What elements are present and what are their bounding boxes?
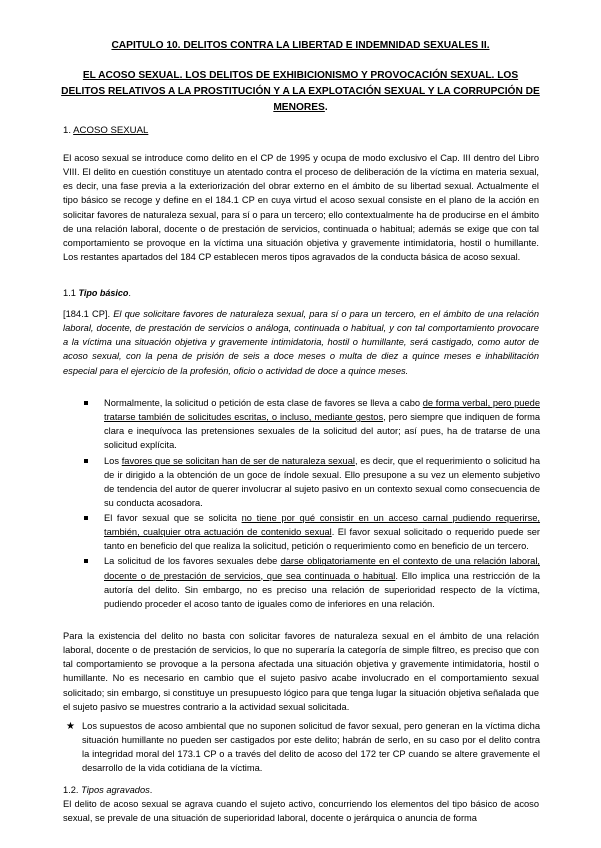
bullet-text: Normalmente, la solicitud o petición de esta clase de favores se lleva a cabo [104, 398, 423, 408]
section-title: Tipos agravados [81, 785, 150, 795]
bullet-text: , es decir, que el requerimiento o solicitud ha de ir dirigido a la obtención de un goce de índole sexual. Ello presupone a su vez un elemento subjetivo de tendencia del autor de querer involucrar al sujeto pasivo en un contexto sexual como consecuencia de su conducta acosadora. [104, 455, 541, 508]
list-item [84, 511, 540, 553]
bullet-underlined: de forma verbal, pero puede tratarse también de solicitudes escritas, o incluso, mediante gestos [104, 398, 540, 423]
bullet-icon [84, 459, 88, 463]
chapter-subtitle [60, 68, 541, 115]
subtitle-end: . [324, 101, 328, 113]
bullet-text: . Ello implica una restricción de la autoría del delito. Sin embargo, no es preciso una relación de superioridad respecto de la víctima, pudiendo proceder el acoso tanto de iguales como de inferiores en una relación. [104, 570, 541, 609]
bullet-text: El favor sexual que se solicita [104, 513, 242, 523]
bullet-text: La solicitud de los favores sexuales debe [104, 556, 281, 567]
subtitle-text: EL ACOSO SEXUAL. LOS DELITOS DE EXHIBICIONISMO Y PROVOCACIÓN SEXUAL. LOS DELITOS RELATIVOS A LA PROSTITUCIÓN Y A LA EXPLOTACIÓN SEXUAL Y LA CORRUPCIÓN DE MENORES [61, 70, 540, 113]
paragraph-aggravated: El delito de acoso sexual se agrava cuando el sujeto activo, concurriendo los elementos del tipo básico de acoso sexual, se prevale de una situación de superioridad laboral, docente o jerárquica o anuncia de forma [63, 799, 539, 824]
star-icon: ★ [66, 721, 75, 732]
section-title-end: . [149, 785, 153, 795]
law-reference: [184.1 CP]. [63, 309, 111, 319]
bullet-text: Los [104, 455, 122, 466]
section-heading-1-2 [63, 783, 152, 797]
section-number: 1. [63, 125, 72, 136]
bullet-text: . El favor sexual solicitado o requerido puede ser tanto en beneficio del que realiza la solicitud, petición o requerimiento como en beneficio de un tercero. [104, 527, 540, 552]
chapter-title: CAPITULO 10. DELITOS CONTRA LA LIBERTAD E INDEMNIDAD SEXUALES II. [111, 40, 490, 51]
section-number: 1.2. [63, 785, 79, 795]
section-heading-1 [63, 124, 148, 139]
law-text: El que solicitare favores de naturaleza sexual, para sí o para un tercero, en el ámbito de una relación laboral, docente, de prestación de servicios o análoga, continuada o habitual, y con tal comportamiento provocare a la víctima una situación objetiva y gravemente intimidatoria, hostil o humillante, será castigado, como autor de acoso sexual, con la pena de prisión de seis a doce meses o multa de diez a quince meses e inhabilitación especial para el ejercicio de la profesión, oficio o actividad de doce a quince meses. [63, 309, 539, 376]
section-title: Tipo básico [78, 288, 129, 298]
bullet-underlined: darse obligatoriamente en el contexto de una relación laboral, docente o de prestación de servicios, que sea continuada o habitual [104, 556, 540, 581]
section-number: 1.1 [63, 288, 76, 298]
section-title: ACOSO SEXUAL [73, 125, 149, 136]
paragraph-intro: El acoso sexual se introduce como delito en el CP de 1995 y ocupa de modo exclusivo el Cap. III dentro del Libro VIII. El delito en cuestión constituye un atentado contra el proceso de deliberación de la víctima en materia sexual, es decir, una fase previa a la exteriorización del obrar externo en el ámbito de su libertad sexual. Actualmente el tipo básico se recoge y define en el 184.1 CP en cuya virtud el acoso sexual consiste en el plano de la acción en solicitar favores de naturaleza sexual, para sí o para un tercero; ello contextualmente ha de producirse en el ámbito de una relación laboral, docente o de prestación de servicios, continuada o habitual; además se exige que con tal comportamiento se provoque en la víctima una situación objetiva y gravemente intimidatoria, hostil o humillante. Los restantes apartados del 184 CP establecen meros tipos agravados de la conducta básica de acoso sexual. [63, 153, 539, 262]
list-item [84, 396, 540, 453]
star-note [66, 719, 540, 776]
bullet-icon [84, 559, 88, 563]
bullet-list [84, 396, 540, 612]
paragraph-existence: Para la existencia del delito no basta con solicitar favores de naturaleza sexual en el ámbito de una relación laboral, docente o de prestación de servicios, lo que no superaría la categoría de simple filtreo, es preciso que con tal comportamiento se provoque a la persona afectada una situación objetiva y gravemente intimidatoria, hostil o humillante. No es necesario en cambio que el sujeto pasivo acabe involucrado en el comportamiento sexual solicitado; sin embargo, si constituye un presupuesto lógico para que tenga lugar la situación objetiva señalada que el sujeto pasivo se muestres contrario a la actividad sexual solicitada. [63, 631, 539, 712]
bullet-text: , pero siempre que indiquen de forma clara e inequívoca las pretensiones sexuales de la solicitud del autor; así pues, ha de tratarse de una solicitud explícita. [104, 412, 540, 451]
section-heading-1-1 [63, 286, 131, 301]
bullet-icon [84, 401, 88, 405]
law-quote [63, 307, 539, 378]
list-item [84, 554, 540, 611]
bullet-icon [84, 516, 88, 520]
bullet-underlined: favores que se solicitan han de ser de naturaleza sexual [121, 455, 355, 466]
section-title-end: . [128, 288, 131, 298]
bullet-underlined: no tiene por qué consistir en un acceso carnal pudiendo requerirse, también, cualquier otra actuación de contenido sexual [104, 513, 541, 538]
list-item [84, 454, 540, 511]
star-note-text: Los supuestos de acoso ambiental que no suponen solicitud de favor sexual, pero generan en la víctima dicha situación humillante no pueden ser castigados por este delito; habrán de serlo, en su caso por el delito contra la integridad moral del 173.1 CP o a través del delito de acoso del 172 ter CP cuando se altere gravemente el desarrollo de la vida cotidiana de la víctima. [82, 721, 540, 774]
